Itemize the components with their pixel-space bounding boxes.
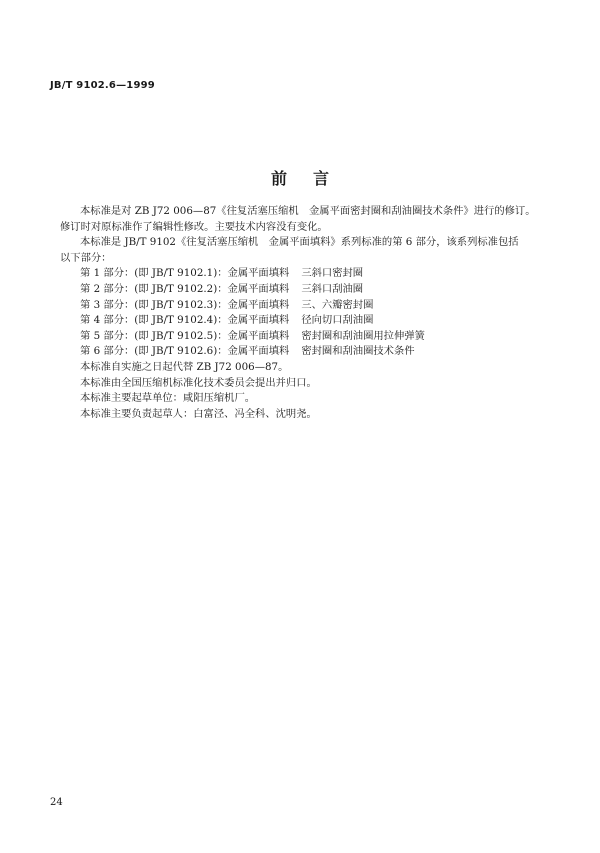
paragraph-replaces: 本标准自实施之日起代替 ZB J72 006—87。 [80,360,289,373]
part-title: 金属平面填料 [227,314,290,327]
paragraph-series-line-1: 本标准是 JB/T 9102《往复活塞压缩机 金属平面填料》系列标准的第 6 部分，该系列标准包括 [80,236,519,249]
part-title: 金属平面填料 [227,329,290,342]
paragraph-drafters: 本标准主要负责起草人：白富泾、冯全科、沈明尧。 [80,407,317,420]
part-label: 第 5 部分：(即 JB/T 9102.5)： [80,329,228,342]
part-title: 金属平面填料 [227,298,290,311]
paragraph-proposed-by: 本标准由全国压缩机标准化技术委员会提出并归口。 [80,376,317,389]
paragraph-revision-line-1: 本标准是对 ZB J72 006—87《往复活塞压缩机 金属平面密封圈和刮油圈技术条件》进行的修订。 [80,205,536,217]
part-item-6 [60,344,550,360]
part-item-2 [60,282,550,298]
paragraph-revision-line-2: 修订时对原标准作了编辑性修改。主要技术内容没有变化。 [60,220,328,233]
standard-code: JB/T 9102.6—1999 [50,80,155,91]
part-subtitle: 三斜口刮油圈 [301,282,364,295]
page-title: 前言 [270,169,355,188]
part-label: 第 3 部分：(即 JB/T 9102.3)： [80,298,228,311]
part-title: 金属平面填料 [227,267,290,280]
part-subtitle: 密封圈和刮油圈技术条件 [301,345,415,358]
part-item-1 [60,266,550,282]
part-subtitle: 三斜口密封圈 [301,267,364,280]
part-item-4 [60,313,550,329]
paragraph-drafting-unit: 本标准主要起草单位：咸阳压缩机厂。 [80,392,256,405]
part-item-3 [60,298,550,314]
document-body [60,204,550,422]
part-subtitle: 密封圈和刮油圈用拉伸弹簧 [301,329,425,342]
part-label: 第 4 部分：(即 JB/T 9102.4)： [80,314,228,327]
part-subtitle: 径向切口刮油圈 [301,314,374,327]
part-title: 金属平面填料 [227,345,290,358]
page-number: 24 [50,797,63,808]
part-subtitle: 三、六瓣密封圈 [301,298,374,311]
part-title: 金属平面填料 [227,282,290,295]
part-label: 第 1 部分：(即 JB/T 9102.1)： [80,267,228,280]
paragraph-series-line-2: 以下部分： [60,251,112,264]
part-label: 第 2 部分：(即 JB/T 9102.2)： [80,282,228,295]
part-label: 第 6 部分：(即 JB/T 9102.6)： [80,345,228,358]
part-item-5 [60,329,550,345]
